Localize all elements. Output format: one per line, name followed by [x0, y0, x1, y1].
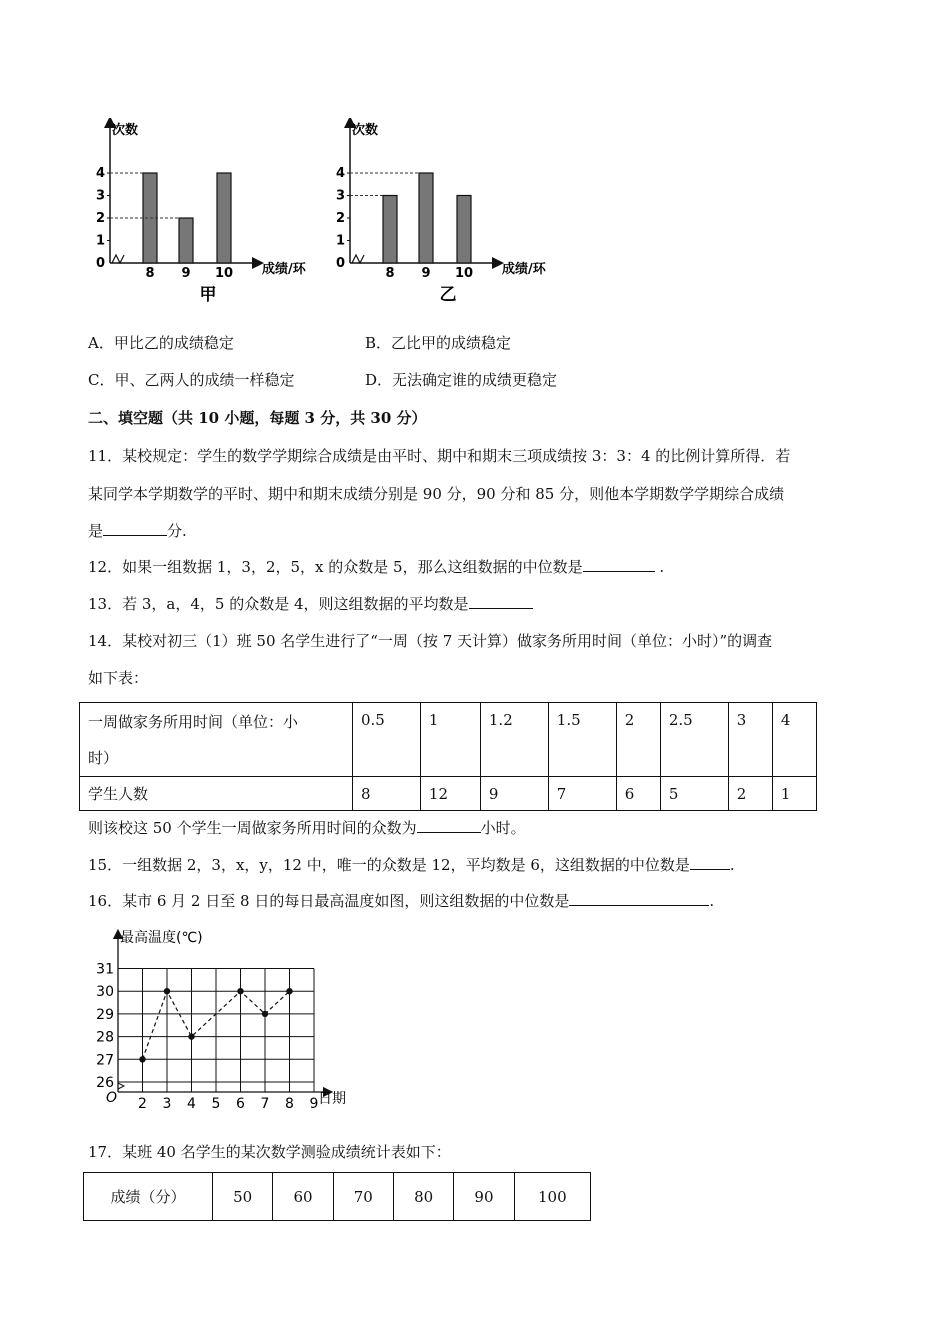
table-cell: 100: [514, 1173, 590, 1221]
table-head-cell: 成绩（分）: [84, 1173, 213, 1221]
table-cell: 4: [772, 703, 816, 777]
table-cell: 2.5: [660, 703, 728, 777]
bar: [457, 196, 471, 264]
data-point: [262, 1011, 268, 1017]
option-b: B．乙比甲的成绩稳定: [365, 334, 512, 352]
x-tick-label: 7: [260, 1096, 270, 1111]
x-tick-label: 10: [214, 266, 234, 281]
y-axis-label: 次数: [352, 123, 379, 138]
table-cell: 6: [616, 777, 660, 811]
grid: [118, 934, 328, 1092]
chart-name: 甲: [199, 285, 217, 305]
y-tick-label: 0: [335, 256, 345, 271]
q11-text-a: 是: [88, 522, 104, 540]
x-tick-label: 5: [211, 1096, 221, 1111]
x-tick-label: 2: [138, 1096, 147, 1111]
x-tick-label: 10: [454, 266, 474, 281]
y-tick-label: 3: [95, 188, 105, 204]
x-tick-label: 9: [181, 266, 191, 281]
table-cell: 1: [772, 777, 816, 811]
origin-label: O: [106, 1090, 118, 1106]
q11-line2: 某同学本学期数学的平时、期中和期末成绩分别是 90 分，90 分和 85 分，则他本学期数学学期综合成绩: [88, 485, 785, 503]
table-cell: 1.2: [480, 703, 548, 777]
table-cell: 90: [454, 1173, 514, 1221]
y-tick-label: 0: [95, 256, 105, 271]
q13-answer-blank[interactable]: [469, 594, 533, 609]
x-tick-label: 8: [385, 266, 395, 281]
table-cell: 80: [393, 1173, 453, 1221]
y-tick-label: 1: [95, 233, 105, 249]
x-axis-label: 成绩/环: [502, 262, 546, 277]
y-tick-label: 3: [335, 188, 345, 204]
table-row: [84, 1173, 591, 1221]
y-tick-label: 2: [95, 211, 105, 226]
data-point: [139, 1056, 145, 1062]
section-title: 二、填空题（共 10 小题，每题 3 分，共 30 分）: [88, 409, 427, 427]
bar: [217, 173, 231, 263]
q12-answer-blank[interactable]: [583, 557, 655, 572]
q16-answer-blank[interactable]: [569, 891, 709, 906]
x-tick-label: 9: [309, 1096, 319, 1111]
q12-text-a: 12．如果一组数据 1，3，2，5，x 的众数是 5，那么这组数据的中位数是: [88, 558, 583, 576]
q15-line: [88, 855, 735, 875]
table-cell: 70: [333, 1173, 393, 1221]
q13-text-a: 13．若 3，a，4，5 的众数是 4，则这组数据的平均数是: [88, 595, 469, 613]
table-row: [80, 777, 817, 811]
q16-text-b: .: [709, 892, 715, 910]
bar: [419, 173, 433, 263]
table-cell: 3: [728, 703, 772, 777]
chart-name: 乙: [439, 285, 457, 305]
q12-text-b: .: [654, 558, 665, 576]
q14-table: [79, 702, 817, 811]
table-cell: 12: [420, 777, 480, 811]
table-cell: 5: [660, 777, 728, 811]
axis-break: [112, 255, 124, 263]
x-axis-label: 成绩/环: [262, 262, 306, 277]
y-tick-label: 26: [96, 1075, 114, 1091]
x-tick-label: 8: [145, 266, 155, 281]
q15-answer-blank[interactable]: [690, 855, 730, 870]
axis-break: [352, 255, 364, 263]
x-tick-label: 8: [285, 1096, 294, 1111]
table-cell: 50: [213, 1173, 273, 1221]
bar: [179, 218, 193, 263]
q11-answer-blank[interactable]: [103, 521, 167, 536]
q14-text-b: 小时。: [480, 819, 526, 837]
q11-text-b: 分.: [167, 522, 187, 540]
y-tick-label: 30: [96, 984, 114, 1001]
y-tick-label: 27: [96, 1052, 114, 1069]
x-axis-label: 日期: [318, 1091, 346, 1107]
table-cell: 60: [273, 1173, 333, 1221]
x-tick-label: 6: [236, 1096, 245, 1111]
table-cell: 8: [353, 777, 421, 811]
y-tick-label: 29: [96, 1006, 114, 1023]
table-cell: 2: [728, 777, 772, 811]
table-cell: 1: [420, 703, 480, 777]
bar: [383, 196, 397, 264]
option-a: A．甲比乙的成绩稳定: [88, 334, 234, 352]
data-point: [164, 988, 170, 994]
table-cell: 2: [616, 703, 660, 777]
table-head-cell: [80, 703, 353, 777]
q14-answer-blank[interactable]: [417, 818, 481, 833]
table-cell: 0.5: [353, 703, 421, 777]
bar-chart-yi: [330, 118, 580, 308]
x-tick-label: 9: [421, 266, 431, 281]
table-row: [80, 703, 817, 777]
temperature-line-chart: [96, 926, 366, 1111]
head-text-line2: 时）: [88, 748, 119, 767]
q14-line2: 如下表：: [88, 669, 149, 687]
table-head-cell: 学生人数: [80, 777, 353, 811]
q15-text-b: .: [729, 856, 735, 874]
table-cell: 7: [548, 777, 616, 811]
q14-after-line: [88, 818, 526, 838]
q17-line: 17．某班 40 名学生的某次数学测验成绩统计表如下：: [88, 1143, 451, 1161]
axis-break: [118, 1083, 124, 1089]
y-tick-label: 1: [335, 233, 345, 249]
y-tick-label: 4: [335, 166, 345, 181]
head-text-line1: 一周做家务所用时间（单位：小: [88, 712, 299, 731]
x-tick-label: 3: [162, 1096, 172, 1111]
q11-line3: [88, 521, 187, 541]
q13-line: [88, 594, 533, 614]
q14-line1: 14．某校对初三（1）班 50 名学生进行了“一周（按 7 天计算）做家务所用时间（单位：小时）”的调查: [88, 632, 773, 650]
y-axis-label: 最高温度(℃): [120, 930, 203, 946]
data-point: [286, 988, 292, 994]
data-point: [237, 988, 243, 994]
y-tick-label: 2: [335, 211, 345, 226]
y-tick-label: 31: [96, 961, 114, 978]
q16-line: [88, 891, 714, 911]
y-axis-label: 次数: [112, 123, 139, 138]
q11-line1: 11．某校规定：学生的数学学期综合成绩是由平时、期中和期末三项成绩按 3：3：4 的比例计算所得．若: [88, 447, 791, 465]
q15-text-a: 15．一组数据 2，3，x，y，12 中，唯一的众数是 12，平均数是 6，这组数据的中位数是: [88, 856, 690, 874]
x-tick-label: 4: [187, 1096, 196, 1111]
table-cell: 1.5: [548, 703, 616, 777]
y-tick-label: 28: [96, 1029, 114, 1046]
option-c: C．甲、乙两人的成绩一样稳定: [88, 371, 295, 389]
option-d: D．无法确定谁的成绩更稳定: [365, 371, 558, 389]
q16-text-a: 16．某市 6 月 2 日至 8 日的每日最高温度如图，则这组数据的中位数是: [88, 892, 570, 910]
data-point: [188, 1033, 194, 1039]
q12-line: [88, 557, 664, 577]
q17-table: [83, 1172, 591, 1221]
table-cell: 9: [480, 777, 548, 811]
y-tick-label: 4: [95, 166, 105, 181]
q14-text-a: 则该校这 50 个学生一周做家务所用时间的众数为: [88, 819, 417, 837]
bar-chart-jia: [90, 118, 330, 308]
